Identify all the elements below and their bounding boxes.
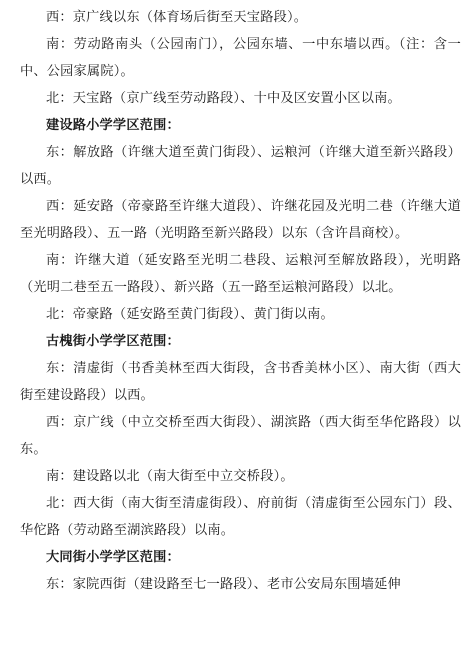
section-heading-jiansheluxiaoxue: 建设路小学学区范围： [46, 118, 180, 133]
paragraph-east-3: 东：清虚街（书香美林至西大街段，含书香美林小区）、南大街（西大街至建设路段）以西。 [20, 361, 461, 403]
paragraph-north-3: 北：西大街（南大街至清虚街段）、府前街（清虚街至公园东门）段、华佗路（劳动路至湖滨路段）以南。 [20, 496, 461, 538]
section-heading-guhuaijiexiaoxue: 古槐街小学学区范围： [46, 334, 180, 349]
paragraph-south-2: 南：许继大道（延安路至光明二巷段、运粮河至解放路段），光明路（光明二巷至五一路段）、新兴路（五一路至运粮河路段）以北。 [20, 253, 461, 295]
paragraph-west-1: 西：京广线以东（体育场后街至天宝路段）。 [46, 10, 308, 25]
paragraph-south-1: 南：劳动路南头（公园南门），公园东墙、一中东墙以西。（注：含一中、公园家属院）。 [20, 37, 461, 79]
paragraph-north-1: 北：天宝路（京广线至劳动路段）、十中及区安置小区以南。 [46, 91, 401, 106]
paragraph-east-2: 东：解放路（许继大道至黄门街段）、运粮河（许继大道至新兴路段）以西。 [20, 145, 461, 187]
paragraph-east-4: 东：家院西街（建设路至七一路段）、老市公安局东围墙延伸 [46, 577, 401, 592]
paragraph-west-3: 西：京广线（中立交桥至西大街段）、湖滨路（西大街至华佗路段）以东。 [20, 415, 461, 457]
section-heading-datongjiexiaoxue: 大同街小学学区范围： [46, 550, 180, 565]
paragraph-south-3: 南：建设路以北（南大街至中立交桥段）。 [46, 469, 294, 484]
paragraph-north-2: 北：帝豪路（延安路至黄门街段）、黄门街以南。 [46, 307, 334, 322]
paragraph-west-2: 西：延安路（帝豪路至许继大道段）、许继花园及光明二巷（许继大道至光明路段）、五一路（光明路至新兴路段）以东（含许昌商校）。 [20, 199, 461, 241]
